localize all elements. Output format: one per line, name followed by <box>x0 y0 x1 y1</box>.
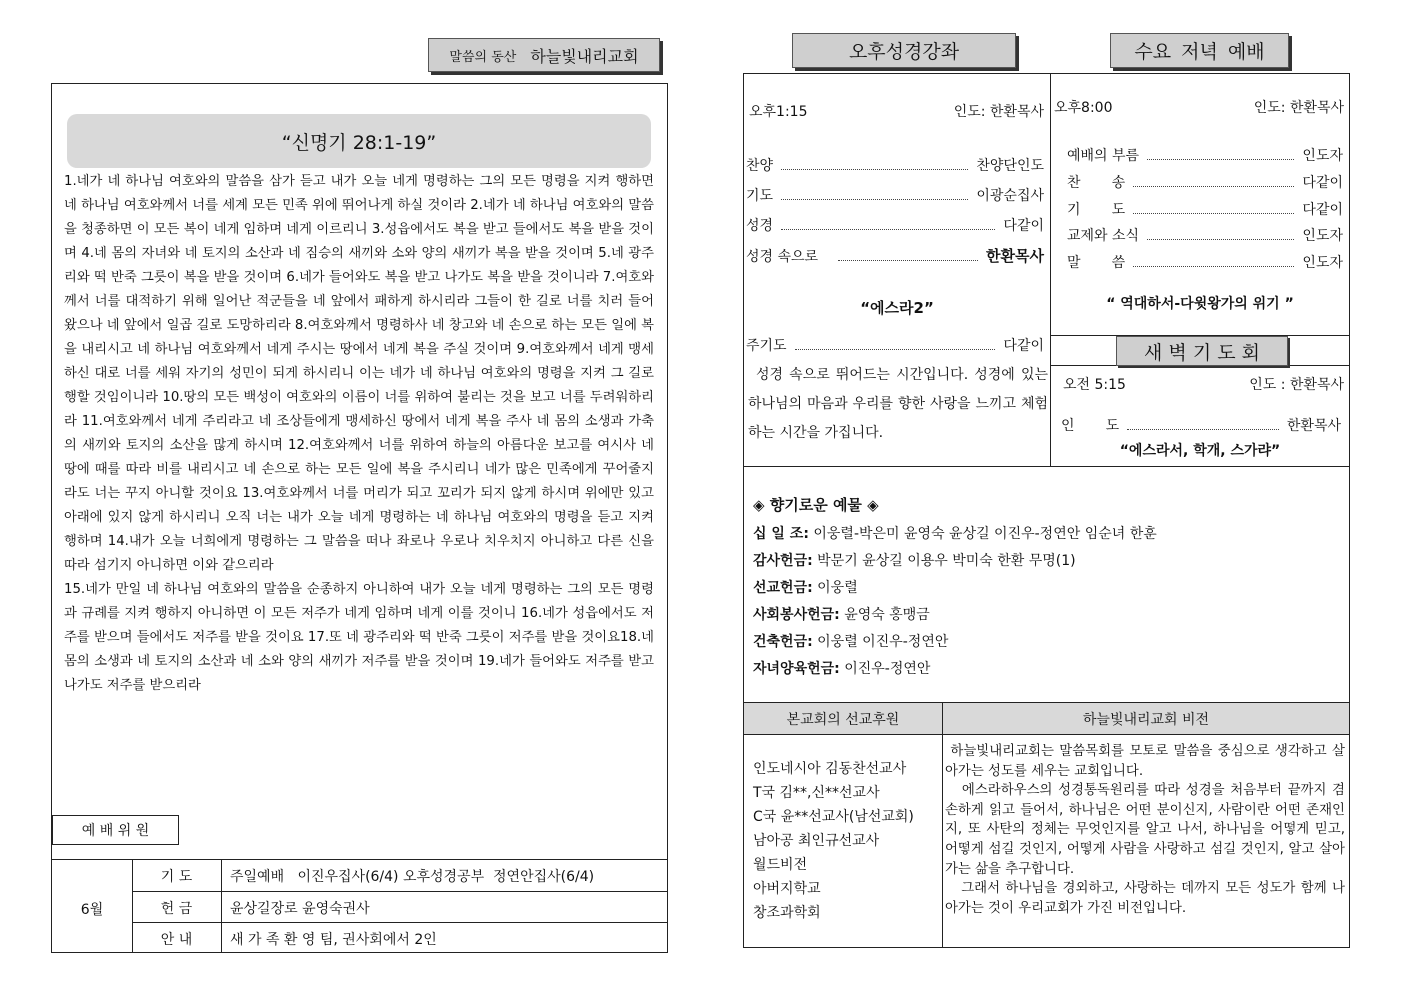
wednesday-topic: “ 역대하서-다윗왕가의 위기 ” <box>1106 296 1294 312</box>
list-item: 남아공 최인규선교사 <box>753 833 880 849</box>
vision-paragraph: 에스라하우스의 성경통독원리를 따라 성경을 처음부터 끝까지 겸손하게 읽고 들어서, 하나님은 어떤 분이신지, 사람이란 어떤 존재인지, 또 사탄의 정체는 무엇인지를 알고 나서, 하나님을 어떻게 믿고, 어떻게 섬길 것인지, 어떻게 사람을 사랑하고 섬길 것인지, 알고 살아가는 삶을 추구합니다. <box>945 783 1350 877</box>
afternoon-class <box>744 74 1050 466</box>
vision-paragraph: 그래서 하나님을 경외하고, 사랑하는 데까지 모든 성도가 함께 나아가는 것이 우리교회가 가진 비전입니다. <box>945 881 1345 916</box>
dawn-item: 인 도 한환목사 <box>1061 418 1341 434</box>
afternoon-leader: 인도: 한환목사 <box>953 104 1044 120</box>
afternoon-item: 기도 이광순집사 <box>746 188 1044 204</box>
right-panel <box>743 73 1350 948</box>
header-church-name: 하늘빛내리교회 <box>530 46 639 66</box>
offering-row: 감사헌금: 박문기 윤상길 이용우 박미숙 한환 무명(1) <box>753 553 1076 569</box>
passage-title: “신명기 28:1-19” <box>281 131 437 154</box>
wednesday-item: 찬 송 다같이 <box>1067 175 1343 191</box>
afternoon-topic: “에스라2” <box>860 299 934 317</box>
wednesday-item: 말 씀 인도자 <box>1067 255 1343 271</box>
list-item: T국 김**,신**선교사 <box>753 785 880 801</box>
vision-text <box>945 742 1350 918</box>
scripture-paragraph-1: 1.네가 네 하나님 여호와의 말씀을 삼가 듣고 내가 오늘 네게 명령하는 그의 모든 명령을 지켜 행하면 네 하나님 여호와께서 너를 세계 모든 민족 위에 뛰어나게 하실 것이라 2.네가 네 하나님 여호와의 말씀을 청종하면 이 모든 복이 네게 임하며 네게 이르리니 3.성읍에서도 복을 받고 들에서도 복을 받을 것이며 4.네 몸의 자녀와 네 토지의 소산과 네 짐승의 새끼와 소와 양의 새끼가 복을 받을 것이며 5.네 광주리와 떡 반죽 그릇이 복을 받을 것이며 6.네가 들어와도 복을 받고 나가도 복을 받을 것이니라 7.여호와께서 너를 대적하기 위해 일어난 적군들을 네 앞에서 패하게 하시리라 그들이 한 길로 너를 치러 들어왔으나 네 앞에서 일곱 길로 도망하리라 8.여호와께서 명령하사 네 창고와 네 손으로 하는 모든 일에 복을 내리시고 네 하나님 여호와께서 네게 주시는 땅에서 네게 복을 주실 것이며 9.여호와께서 네게 맹세하신 대로 너를 세워 자기의 성민이 되게 하시리니 이는 네가 네 하나님 여호와의 명령을 지켜 그 길로 행할 것임이니라 10.땅의 모든 백성이 여호와의 이름이 너를 위하여 불리는 것을 보고 너를 두려워하리라 11.여호와께서 네게 주리라고 네 조상들에게 맹세하신 땅에서 네게 복을 주사 네 몸의 소생과 가축의 새끼와 토지의 소산을 많게 하시며 12.여호와께서 너를 위하여 하늘의 아름다운 보고를 여시사 네 땅에 때를 따라 비를 내리시고 네 손으로 하는 모든 일에 복을 주시리니 네가 많은 민족에게 꾸어줄지라도 너는 꾸지 아니할 것이요 13.여호와께서 너를 머리가 되고 꼬리가 되지 않게 하시며 위에만 있고 아래에 있지 않게 하시리니 오직 너는 내가 오늘 네게 명령하는 네 하나님 여호와의 명령을 듣고 지켜 행하며 14.내가 오늘 너희에게 명령하는 그 말씀을 떠나 좌로나 우로나 치우치지 아니하고 다른 신을 따라 섬기지 아니하면 이와 같으리라 <box>64 174 654 573</box>
scripture-panel <box>51 83 668 953</box>
wednesday-item: 기 도 다같이 <box>1067 202 1343 218</box>
scripture-text <box>64 170 654 698</box>
duty-month: 6월 <box>80 902 104 918</box>
wednesday-service-tab: 수요 저녁 예배 <box>1110 33 1289 68</box>
dawn-topic: “에스라서, 학개, 스가랴” <box>1119 443 1281 459</box>
wednesday-leader: 인도: 한환목사 <box>1253 100 1344 116</box>
church-header-tab <box>428 38 660 72</box>
dawn-prayer <box>1051 366 1349 466</box>
duty-role: 기 도 <box>160 869 193 885</box>
offering-row: 선교헌금: 이웅렬 <box>753 580 858 596</box>
lords-prayer-row: 주기도 다같이 <box>746 338 1044 354</box>
passage-title-bar <box>67 114 651 168</box>
vision-paragraph: 하늘빛내리교회는 말씀목회를 모토로 말씀을 중심으로 생각하고 살아가는 성도를 세우는 교회입니다. <box>945 744 1345 779</box>
dawn-time: 오전 5:15 <box>1063 377 1126 393</box>
afternoon-item: 성경 속으로 한환목사 <box>746 247 1044 265</box>
list-item: 창조과학회 <box>753 905 821 921</box>
offering-row: 십 일 조: 이웅렬-박은미 윤영숙 윤상길 이진우-정연안 임순녀 한훈 <box>753 526 1157 542</box>
offering-row: 건축헌금: 이웅렬 이진우-정연안 <box>753 634 949 650</box>
duty-detail: 주일예배 이진우집사(6/4) 오후성경공부 정연안집사(6/4) <box>230 869 595 885</box>
duty-row-usher <box>132 922 667 953</box>
dawn-leader: 인도 : 한환목사 <box>1249 377 1344 393</box>
afternoon-class-tab: 오후성경강좌 <box>792 33 1016 68</box>
dawn-prayer-tab: 새 벽 기 도 회 <box>1116 336 1288 366</box>
missions-header: 본교회의 선교후원 <box>786 712 900 728</box>
list-item: 월드비전 <box>753 857 808 873</box>
header-label: 말씀의 동산 <box>449 49 517 65</box>
afternoon-item: 찬양 찬양단인도 <box>746 158 1044 174</box>
duty-row-offering <box>132 891 667 922</box>
afternoon-item: 성경 다같이 <box>746 218 1044 234</box>
offering-row: 자녀양육헌금: 이진우-정연안 <box>753 661 931 677</box>
offerings-section <box>744 467 1349 702</box>
duty-detail: 윤상길장로 윤영숙권사 <box>230 901 370 917</box>
afternoon-time: 오후1:15 <box>749 104 808 120</box>
offering-row: 사회봉사헌금: 윤영숙 홍맹금 <box>753 607 930 623</box>
wednesday-time: 오후8:00 <box>1054 100 1113 116</box>
offerings-heading: ◈ 향기로운 예물 ◈ <box>753 496 879 514</box>
wednesday-service <box>1051 74 1349 335</box>
duty-row-prayer <box>132 859 667 891</box>
wednesday-item: 교제와 소식 인도자 <box>1067 228 1343 244</box>
duty-role: 안 내 <box>160 932 193 948</box>
list-item: 인도네시아 김동찬선교사 <box>753 761 907 777</box>
duty-role: 헌 금 <box>160 901 193 917</box>
wednesday-item: 예배의 부름 인도자 <box>1067 148 1343 164</box>
afternoon-description: 성경 속으로 뛰어드는 시간입니다. 성경에 있는 하나님의 마음과 우리를 향한 사랑을 느끼고 체험하는 시간을 가집니다. <box>748 367 1048 441</box>
duty-detail: 새 가 족 환 영 팀, 권사회에서 2인 <box>230 932 437 948</box>
vision-header: 하늘빛내리교회 비전 <box>1082 712 1210 728</box>
list-item: 아버지학교 <box>753 881 821 897</box>
worship-committee-label: 예 배 위 원 <box>52 815 179 845</box>
scripture-paragraph-2: 15.네가 만일 네 하나님 여호와의 말씀을 순종하지 아니하여 내가 오늘 네게 명령하는 그의 모든 명령과 규례를 지켜 행하지 아니하면 이 모든 저주가 네게 임하며 네게 이를 것이니 16.네가 성읍에서도 저주를 받으며 들에서도 저주를 받을 것이요 17.또 네 광주리와 떡 반죽 그릇이 저주를 받을 것이요18.네 몸의 소생과 네 토지의 소산과 네 소와 양의 새끼가 저주를 받을 것이며 19.네가 들어와도 저주를 받고 나가도 저주를 받으리라 <box>64 582 654 693</box>
missions-list <box>753 757 941 925</box>
list-item: C국 윤**선교사(남선교회) <box>753 809 914 825</box>
